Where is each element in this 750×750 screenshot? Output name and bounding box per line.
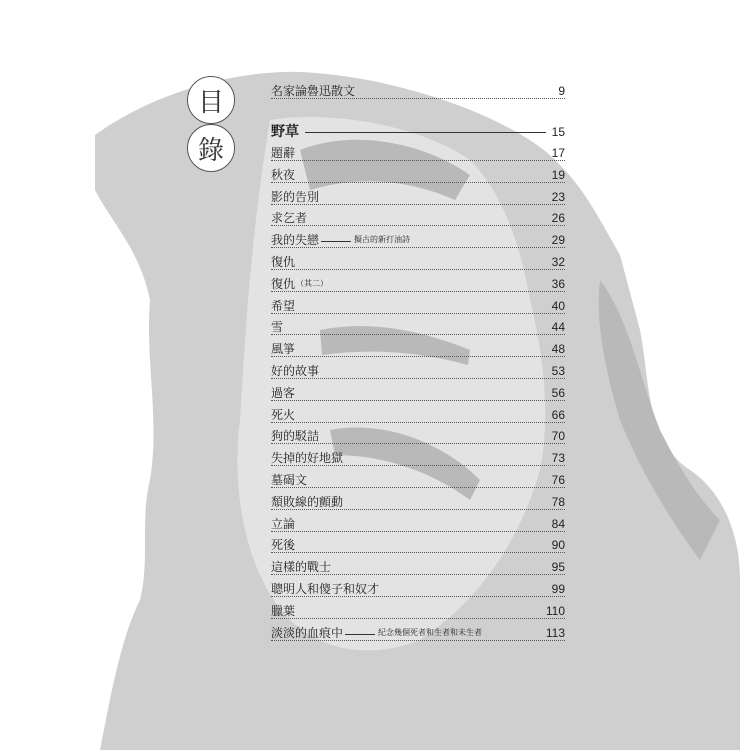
- toc-entry[interactable]: [271, 293, 565, 314]
- toc-entry[interactable]: [271, 184, 565, 205]
- toc-entry-page: 29: [551, 233, 565, 248]
- toc-entry-page: 32: [551, 255, 565, 269]
- toc-section-title: 野草: [271, 124, 299, 140]
- toc-entry-title: 立論: [271, 516, 296, 531]
- toc-entry-page: 99: [551, 582, 565, 596]
- toc-entry[interactable]: [271, 423, 565, 444]
- toc-entry-title: 聰明人和傻子和奴才: [271, 582, 380, 596]
- toc-entry-page: 113: [545, 625, 565, 640]
- toc-entry-title: 復仇: [271, 255, 296, 269]
- toc-entry[interactable]: [271, 445, 565, 466]
- toc-section-row[interactable]: [271, 119, 565, 139]
- toc-entry[interactable]: [271, 489, 565, 510]
- badge-char-lu: 錄: [197, 135, 224, 166]
- toc-entry-title: 墓碣文: [271, 473, 308, 487]
- toc-entry[interactable]: [271, 511, 565, 532]
- toc-entry-page: 66: [551, 407, 565, 422]
- toc-entry-title: 希望: [271, 298, 296, 313]
- toc-entry-subtitle: 擬古的新打油詩: [354, 235, 411, 245]
- toc-entry-page: 95: [551, 560, 565, 575]
- badge-mu: [187, 76, 235, 124]
- toc-entry-title: 臘葉: [271, 603, 296, 618]
- toc-entry[interactable]: [271, 205, 565, 226]
- toc-entry[interactable]: [271, 620, 565, 641]
- toc-entry-page: 26: [551, 211, 565, 226]
- toc-entry-page: 40: [551, 298, 565, 313]
- toc-entry-page: 73: [551, 451, 565, 466]
- toc-entry-title: 風箏: [271, 342, 296, 357]
- toc-entry-title: 好的故事: [271, 364, 320, 378]
- toc-entry-title: 死火: [271, 407, 296, 422]
- toc-entry[interactable]: [271, 598, 565, 619]
- toc-entry[interactable]: [271, 314, 565, 335]
- toc-entry[interactable]: [271, 402, 565, 423]
- toc-entry-subtitle: （其二）: [296, 278, 329, 288]
- toc-intro-row[interactable]: [271, 78, 565, 99]
- toc-entry[interactable]: [271, 271, 565, 292]
- toc-entry[interactable]: [271, 140, 565, 161]
- toc-entry-title: 頹敗線的顫動: [271, 494, 344, 509]
- section-rule: [305, 132, 546, 133]
- toc-section-page: 15: [551, 125, 565, 139]
- toc-entry-page: 76: [551, 473, 565, 487]
- toc-entry-page: 110: [545, 603, 565, 618]
- toc-entry-title: 死後: [271, 538, 296, 553]
- toc-entry-page: 44: [551, 320, 565, 335]
- badge-char-mu: 目: [197, 87, 224, 118]
- toc-entry-title: 雪: [271, 320, 284, 335]
- badge-lu: [187, 124, 235, 172]
- toc-entry-page: 78: [551, 494, 565, 509]
- toc-entry[interactable]: [271, 336, 565, 357]
- toc-entry-page: 36: [551, 276, 565, 291]
- toc-entry-page: 53: [551, 364, 565, 378]
- toc-entry-subtitle: 紀念幾個死者和生者和未生者: [378, 627, 483, 637]
- toc-entry[interactable]: [271, 162, 565, 183]
- toc-entry-title: 復仇: [271, 276, 296, 291]
- toc-entry-page: 56: [551, 385, 565, 400]
- toc-entry-page: 19: [551, 167, 565, 182]
- toc-entry[interactable]: [271, 532, 565, 553]
- toc-entry-page: 90: [551, 538, 565, 553]
- toc-entry-page: 48: [551, 342, 565, 357]
- toc-entry[interactable]: [271, 249, 565, 270]
- toc-entry-title: 失掉的好地獄: [271, 451, 344, 466]
- toc-entry-title: 狗的駁詰: [271, 429, 320, 444]
- toc-entry-page: 17: [551, 146, 565, 160]
- toc-entry-page: 70: [551, 429, 565, 444]
- toc-entry-title: 過客: [271, 385, 296, 400]
- subtitle-dash: [321, 241, 351, 242]
- subtitle-dash: [345, 634, 375, 635]
- toc-entry-title: 這樣的戰士: [271, 560, 332, 575]
- toc-entry-title: 影的告別: [271, 189, 320, 204]
- toc-entry[interactable]: [271, 227, 565, 248]
- toc-entry-title: 淡淡的血痕中: [271, 625, 344, 640]
- toc-entry-title: 我的失戀: [271, 233, 320, 248]
- toc-entry-title: 求乞者: [271, 211, 308, 226]
- toc-entry[interactable]: [271, 380, 565, 401]
- toc-entry[interactable]: [271, 576, 565, 597]
- toc-entry-title: 題辭: [271, 146, 296, 160]
- toc-entry[interactable]: [271, 358, 565, 379]
- toc-intro-page: 9: [558, 84, 565, 98]
- toc-entry[interactable]: [271, 467, 565, 488]
- toc-entry-title: 秋夜: [271, 167, 296, 182]
- toc-entry[interactable]: [271, 554, 565, 575]
- toc-intro-title: 名家論魯迅散文: [271, 84, 356, 98]
- toc-entry-page: 23: [551, 189, 565, 204]
- toc-entry-page: 84: [551, 516, 565, 531]
